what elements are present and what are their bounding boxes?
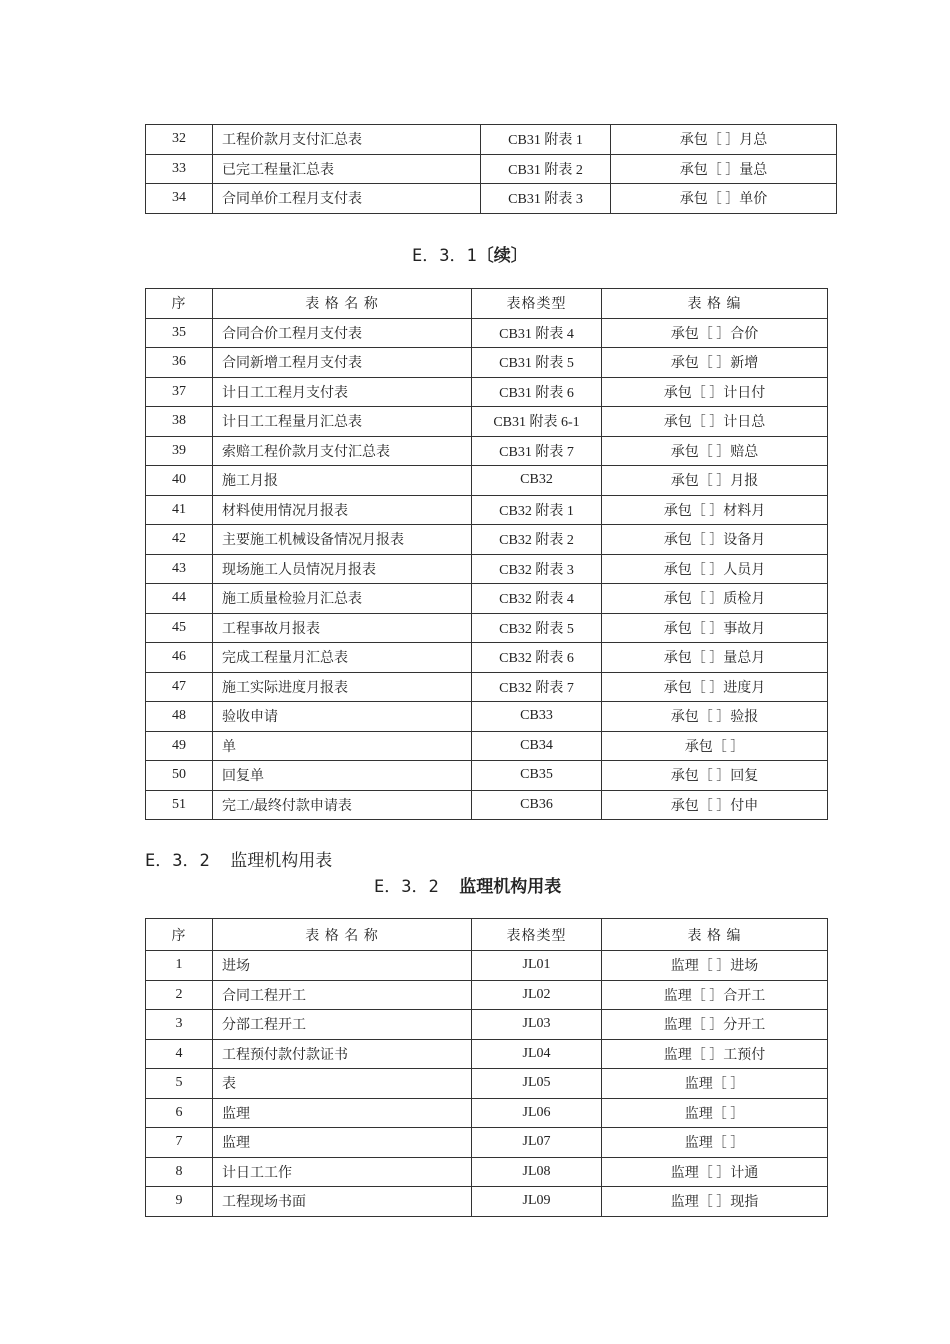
cell-no: 37: [146, 377, 213, 407]
cell-type: CB31 附表 4: [472, 318, 602, 348]
form-table-cb: [145, 288, 828, 820]
cell-name: 施工质量检验月汇总表: [213, 584, 472, 614]
cell-type: CB32 附表 5: [472, 613, 602, 643]
cell-type: CB32 附表 3: [472, 554, 602, 584]
cell-code: 监理［ ］计通: [602, 1157, 828, 1187]
cell-type: JL02: [472, 980, 602, 1010]
cell-no: 48: [146, 702, 213, 732]
table-row: [146, 1157, 828, 1187]
cell-name: 合同合价工程月支付表: [213, 318, 472, 348]
cell-type: JL08: [472, 1157, 602, 1187]
cell-code: 承包［ ］计日付: [602, 377, 828, 407]
cell-code: 承包［ ］合价: [602, 318, 828, 348]
table-row: [146, 525, 828, 555]
title-number: E．3．1: [412, 246, 477, 266]
cell-type: CB31 附表 7: [472, 436, 602, 466]
cell-name: 完成工程量月汇总表: [213, 643, 472, 673]
cell-type: CB31 附表 6-1: [472, 407, 602, 437]
cell-code: 承包［ ］人员月: [602, 554, 828, 584]
cell-code: 监理［ ］现指: [602, 1187, 828, 1217]
cell-name: 计日工工作: [213, 1157, 472, 1187]
cell-code: 承包［ ］质检月: [602, 584, 828, 614]
cell-no: 50: [146, 761, 213, 791]
cell-code: 承包［ ］验报: [602, 702, 828, 732]
cell-type: CB33: [472, 702, 602, 732]
cell-code: 承包［ ］进度月: [602, 672, 828, 702]
cell-code: 承包［ ］单价: [611, 184, 837, 214]
form-table-cb-continued: [145, 124, 837, 214]
cell-no: 39: [146, 436, 213, 466]
cell-no: 41: [146, 495, 213, 525]
cell-name: 回复单: [213, 761, 472, 791]
cell-name: 合同单价工程月支付表: [213, 184, 481, 214]
cell-code: 监理［ ］分开工: [602, 1010, 828, 1040]
cell-no: 47: [146, 672, 213, 702]
cell-code: 承包［ ］新增: [602, 348, 828, 378]
cell-no: 40: [146, 466, 213, 496]
cell-type: CB32 附表 1: [472, 495, 602, 525]
cell-no: 45: [146, 613, 213, 643]
cell-no: 32: [146, 125, 213, 155]
table-row: [146, 348, 828, 378]
cell-name: 工程事故月报表: [213, 613, 472, 643]
cell-type: CB31 附表 3: [481, 184, 611, 214]
cell-code: 承包［ ］回复: [602, 761, 828, 791]
cell-name: 工程预付款付款证书: [213, 1039, 472, 1069]
table-row: [146, 702, 828, 732]
cell-no: 9: [146, 1187, 213, 1217]
cell-type: CB32 附表 4: [472, 584, 602, 614]
table-row: [146, 951, 828, 981]
cell-code: 承包［ ］付申: [602, 790, 828, 820]
table-row: [146, 1010, 828, 1040]
cell-type: JL06: [472, 1098, 602, 1128]
cell-name: 完工/最终付款申请表: [213, 790, 472, 820]
cell-type: JL04: [472, 1039, 602, 1069]
cell-name: 验收申请: [213, 702, 472, 732]
cell-no: 34: [146, 184, 213, 214]
cell-code: 承包［ ］: [602, 731, 828, 761]
cell-no: 46: [146, 643, 213, 673]
header-type: 表格类型: [472, 289, 602, 319]
cell-name: 索赔工程价款月支付汇总表: [213, 436, 472, 466]
table-header-row: [146, 919, 828, 951]
header-name: 表 格 名 称: [213, 919, 472, 951]
table-row: [146, 436, 828, 466]
title-number: E．3．2: [374, 877, 439, 897]
section-heading-e32: [145, 846, 332, 871]
header-no: 序: [146, 919, 213, 951]
cell-no: 4: [146, 1039, 213, 1069]
header-code: 表 格 编: [602, 919, 828, 951]
table-row: [146, 1039, 828, 1069]
table-title-e32: [374, 872, 561, 897]
cell-name: 单: [213, 731, 472, 761]
cell-type: CB31 附表 2: [481, 154, 611, 184]
cell-no: 44: [146, 584, 213, 614]
table-row: [146, 184, 837, 214]
cell-type: CB31 附表 5: [472, 348, 602, 378]
title-text: 监理机构用表: [459, 877, 562, 897]
cell-no: 33: [146, 154, 213, 184]
header-code: 表 格 编: [602, 289, 828, 319]
cell-code: 监理［ ］: [602, 1098, 828, 1128]
cell-name: 材料使用情况月报表: [213, 495, 472, 525]
table-row: [146, 318, 828, 348]
title-continued-label: 〔续〕: [476, 246, 528, 266]
cell-code: 监理［ ］: [602, 1128, 828, 1158]
cell-no: 35: [146, 318, 213, 348]
table-row: [146, 125, 837, 155]
table-row: [146, 554, 828, 584]
table-row: [146, 790, 828, 820]
header-no: 序: [146, 289, 213, 319]
cell-name: 计日工工程月支付表: [213, 377, 472, 407]
table-header-row: [146, 289, 828, 319]
cell-type: CB31 附表 6: [472, 377, 602, 407]
cell-no: 43: [146, 554, 213, 584]
cell-no: 6: [146, 1098, 213, 1128]
cell-type: JL07: [472, 1128, 602, 1158]
cell-code: 承包［ ］量总月: [602, 643, 828, 673]
cell-type: CB36: [472, 790, 602, 820]
cell-name: 工程价款月支付汇总表: [213, 125, 481, 155]
cell-name: 主要施工机械设备情况月报表: [213, 525, 472, 555]
cell-code: 承包［ ］事故月: [602, 613, 828, 643]
cell-no: 5: [146, 1069, 213, 1099]
cell-name: 工程现场书面: [213, 1187, 472, 1217]
table-row: [146, 154, 837, 184]
cell-code: 承包［ ］计日总: [602, 407, 828, 437]
table-row: [146, 407, 828, 437]
table-row: [146, 1187, 828, 1217]
table-row: [146, 731, 828, 761]
table-row: [146, 495, 828, 525]
table-body: [146, 919, 828, 1217]
table-row: [146, 1098, 828, 1128]
cell-type: JL01: [472, 951, 602, 981]
cell-type: JL03: [472, 1010, 602, 1040]
table-row: [146, 980, 828, 1010]
table-row: [146, 584, 828, 614]
cell-code: 承包［ ］量总: [611, 154, 837, 184]
cell-name: 合同新增工程月支付表: [213, 348, 472, 378]
cell-type: CB32 附表 6: [472, 643, 602, 673]
cell-no: 36: [146, 348, 213, 378]
cell-code: 承包［ ］材料月: [602, 495, 828, 525]
cell-type: CB35: [472, 761, 602, 791]
cell-name: 施工实际进度月报表: [213, 672, 472, 702]
cell-no: 7: [146, 1128, 213, 1158]
cell-no: 42: [146, 525, 213, 555]
cell-type: JL09: [472, 1187, 602, 1217]
cell-no: 51: [146, 790, 213, 820]
cell-name: 进场: [213, 951, 472, 981]
table-row: [146, 761, 828, 791]
cell-type: CB32 附表 7: [472, 672, 602, 702]
cell-name: 监理: [213, 1128, 472, 1158]
cell-no: 1: [146, 951, 213, 981]
cell-no: 38: [146, 407, 213, 437]
cell-name: 已完工程量汇总表: [213, 154, 481, 184]
cell-code: 监理［ ］进场: [602, 951, 828, 981]
cell-name: 现场施工人员情况月报表: [213, 554, 472, 584]
cell-name: 施工月报: [213, 466, 472, 496]
table-title-e31-continued: [412, 241, 528, 266]
cell-no: 2: [146, 980, 213, 1010]
cell-code: 承包［ ］月报: [602, 466, 828, 496]
cell-type: CB32: [472, 466, 602, 496]
cell-name: 合同工程开工: [213, 980, 472, 1010]
header-name: 表 格 名 称: [213, 289, 472, 319]
cell-type: CB34: [472, 731, 602, 761]
heading-text: 监理机构用表: [230, 851, 333, 871]
cell-type: JL05: [472, 1069, 602, 1099]
table-row: [146, 1128, 828, 1158]
form-table-jl: [145, 918, 828, 1217]
cell-type: CB32 附表 2: [472, 525, 602, 555]
cell-code: 监理［ ］工预付: [602, 1039, 828, 1069]
cell-code: 监理［ ］合开工: [602, 980, 828, 1010]
cell-no: 3: [146, 1010, 213, 1040]
table-body: [146, 289, 828, 820]
table-row: [146, 613, 828, 643]
heading-number: E．3．2: [145, 851, 210, 871]
table-row: [146, 1069, 828, 1099]
table-body: [146, 125, 837, 214]
cell-code: 承包［ ］月总: [611, 125, 837, 155]
cell-code: 承包［ ］赔总: [602, 436, 828, 466]
cell-code: 承包［ ］设备月: [602, 525, 828, 555]
header-type: 表格类型: [472, 919, 602, 951]
cell-no: 8: [146, 1157, 213, 1187]
table-row: [146, 466, 828, 496]
cell-no: 49: [146, 731, 213, 761]
cell-name: 分部工程开工: [213, 1010, 472, 1040]
cell-code: 监理［ ］: [602, 1069, 828, 1099]
table-row: [146, 672, 828, 702]
cell-name: 监理: [213, 1098, 472, 1128]
cell-type: CB31 附表 1: [481, 125, 611, 155]
table-row: [146, 643, 828, 673]
table-row: [146, 377, 828, 407]
cell-name: 计日工工程量月汇总表: [213, 407, 472, 437]
cell-name: 表: [213, 1069, 472, 1099]
